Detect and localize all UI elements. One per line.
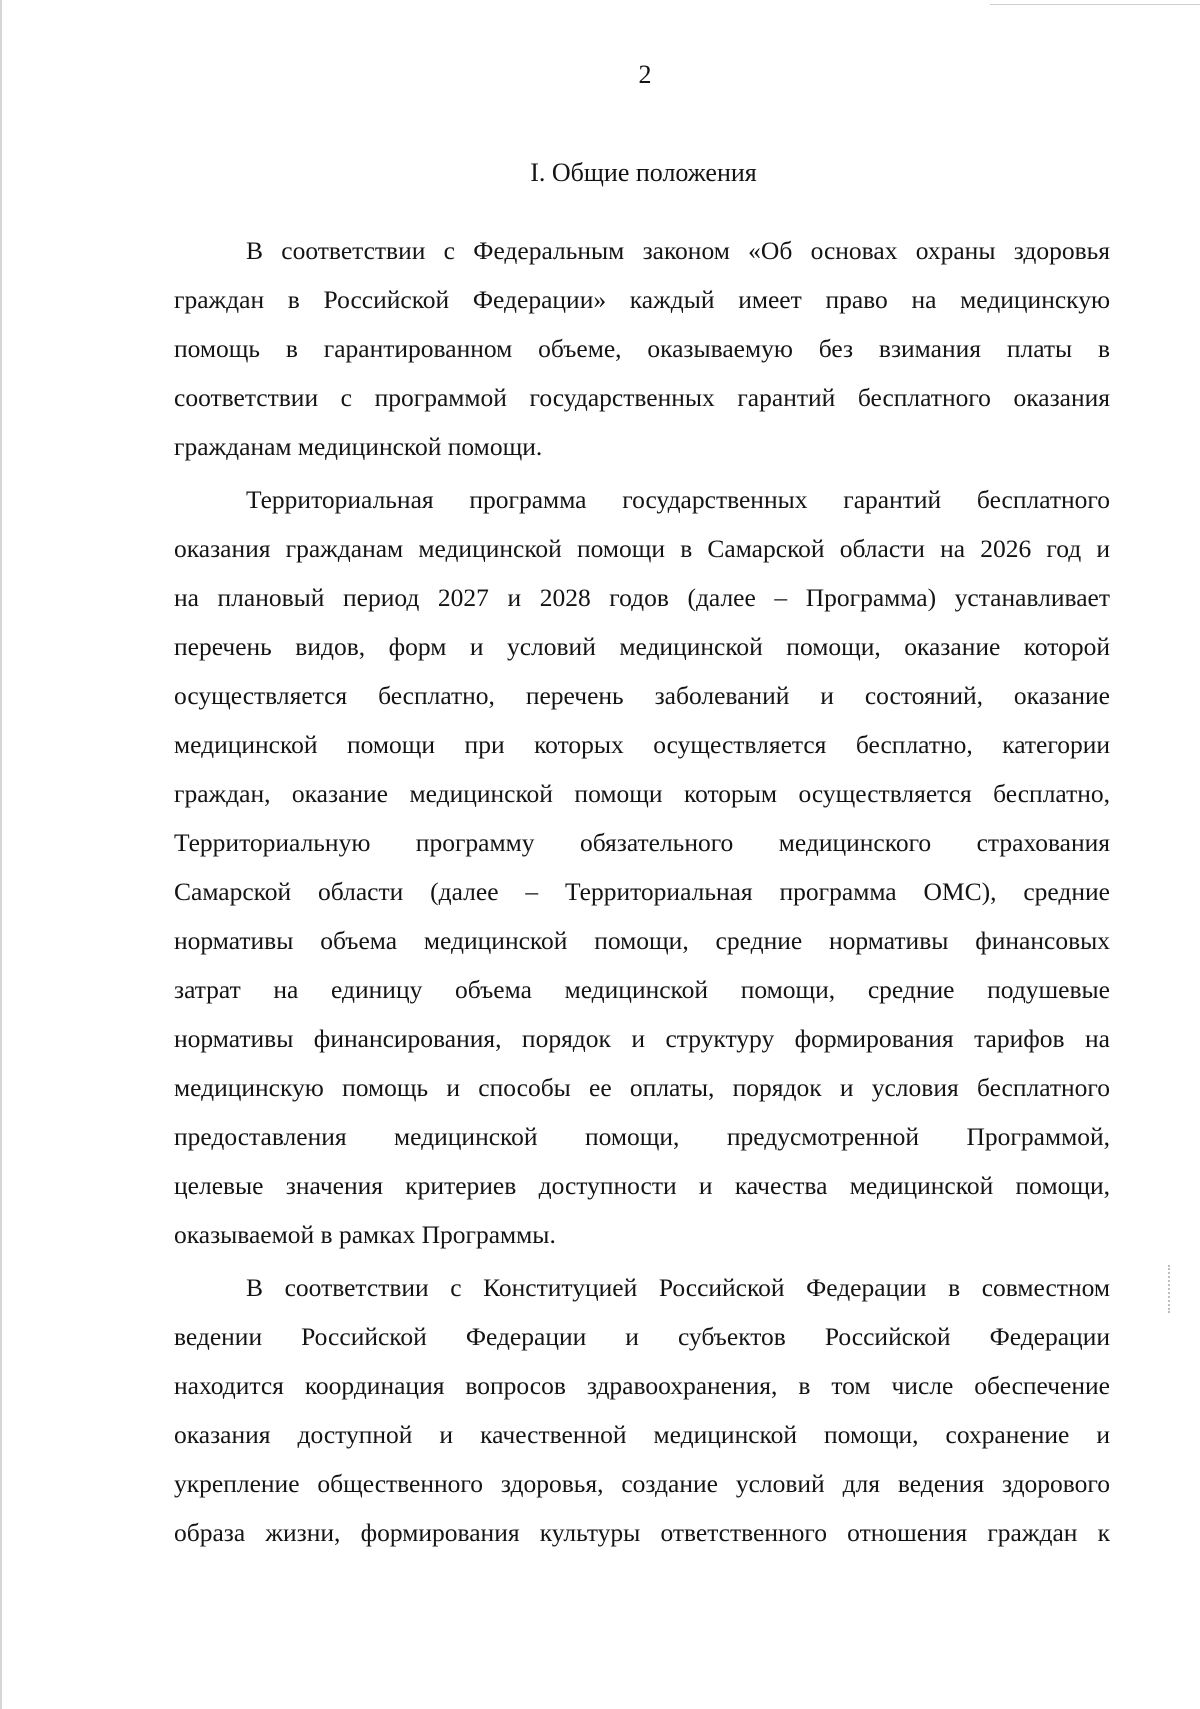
- text-line: В соответствии с Федеральным законом «Об основах охраны здоровья: [246, 236, 1110, 265]
- paragraph-1: [174, 226, 1110, 471]
- text-line: медицинскую помощь и способы ее оплаты, порядок и условия бесплатного: [174, 1073, 1110, 1102]
- text-line: предоставления медицинской помощи, предусмотренной Программой,: [174, 1122, 1110, 1151]
- text-line: оказания гражданам медицинской помощи в Самарской области на 2026 год и: [174, 534, 1110, 563]
- text-line: оказываемой в рамках Программы.: [174, 1220, 556, 1249]
- paragraph-3: [174, 1263, 1110, 1557]
- text-line: гражданам медицинской помощи.: [174, 432, 543, 461]
- text-line: образа жизни, формирования культуры ответственного отношения граждан к: [174, 1518, 1110, 1547]
- text-line: соответствии с программой государственных гарантий бесплатного оказания: [174, 383, 1110, 412]
- text-line: нормативы финансирования, порядок и структуру формирования тарифов на: [174, 1024, 1110, 1053]
- text-line: затрат на единицу объема медицинской помощи, средние подушевые: [174, 975, 1110, 1004]
- document-body: [174, 226, 1110, 1561]
- section-title: I. Общие положения: [530, 158, 757, 187]
- text-line: граждан, оказание медицинской помощи которым осуществляется бесплатно,: [174, 779, 1110, 808]
- text-line: оказания доступной и качественной медицинской помощи, сохранение и: [174, 1420, 1110, 1449]
- text-line: помощь в гарантированном объеме, оказываемую без взимания платы в: [174, 334, 1110, 363]
- text-line: Территориальную программу обязательного медицинского страхования: [174, 828, 1110, 857]
- text-line: находится координация вопросов здравоохранения, в том числе обеспечение: [174, 1371, 1110, 1400]
- text-line: целевые значения критериев доступности и качества медицинской помощи,: [174, 1171, 1110, 1200]
- scan-edge-artifact: [0, 0, 2, 1709]
- text-line: нормативы объема медицинской помощи, средние нормативы финансовых: [174, 926, 1110, 955]
- text-line: осуществляется бесплатно, перечень заболеваний и состояний, оказание: [174, 681, 1110, 710]
- text-line: на плановый период 2027 и 2028 годов (далее – Программа) устанавливает: [174, 583, 1110, 612]
- paragraph-2: [174, 475, 1110, 1259]
- text-line: Территориальная программа государственных гарантий бесплатного: [246, 485, 1110, 514]
- scan-edge-artifact: [990, 4, 1200, 5]
- text-line: ведении Российской Федерации и субъектов Российской Федерации: [174, 1322, 1110, 1351]
- text-line: укрепление общественного здоровья, создание условий для ведения здорового: [174, 1469, 1110, 1498]
- text-line: медицинской помощи при которых осуществляется бесплатно, категории: [174, 730, 1110, 759]
- text-line: Самарской области (далее – Территориальная программа ОМС), средние: [174, 877, 1110, 906]
- text-line: перечень видов, форм и условий медицинской помощи, оказание которой: [174, 632, 1110, 661]
- text-line: В соответствии с Конституцией Российской Федерации в совместном: [246, 1273, 1110, 1302]
- text-line: граждан в Российской Федерации» каждый имеет право на медицинскую: [174, 285, 1110, 314]
- scan-dots-artifact: [1168, 1265, 1172, 1313]
- page-number: 2: [638, 60, 652, 89]
